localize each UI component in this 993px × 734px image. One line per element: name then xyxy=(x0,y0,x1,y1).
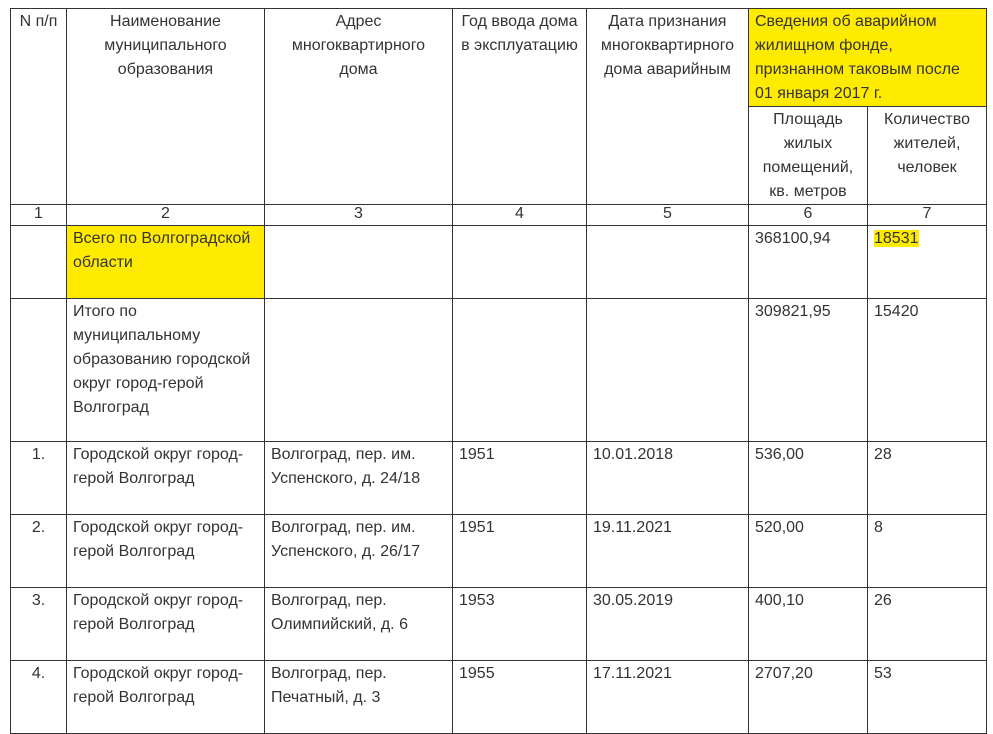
summary-municipality-area: 309821,95 xyxy=(749,299,868,442)
summary-cell-empty xyxy=(453,226,587,299)
table-row xyxy=(11,442,987,515)
row-address: Волгоград, пер. Печатный, д. 3 xyxy=(265,661,453,734)
row-number: 3. xyxy=(11,588,67,661)
summary-cell-empty xyxy=(265,226,453,299)
row-number: 1. xyxy=(11,442,67,515)
row-year: 1951 xyxy=(453,442,587,515)
row-address: Волгоград, пер. Олимпийский, д. 6 xyxy=(265,588,453,661)
header-col-address: Адрес многоквартирного дома xyxy=(265,9,453,205)
header-col-date: Дата признания многоквартирного дома аварийным xyxy=(587,9,749,205)
row-area: 400,10 xyxy=(749,588,868,661)
header-group-emergency-stock: Сведения об аварийном жилищном фонде, признанном таковым после 01 января 2017 г. xyxy=(749,9,987,107)
summary-region-residents-cell xyxy=(868,226,987,299)
row-residents: 53 xyxy=(868,661,987,734)
column-index: 1 xyxy=(11,205,67,226)
summary-municipality-residents: 15420 xyxy=(868,299,987,442)
column-index: 5 xyxy=(587,205,749,226)
header-row xyxy=(11,9,987,107)
row-municipality: Городской округ город-герой Волгоград xyxy=(67,588,265,661)
row-area: 536,00 xyxy=(749,442,868,515)
summary-cell-empty xyxy=(11,226,67,299)
header-col-number: N п/п xyxy=(11,9,67,205)
row-residents: 8 xyxy=(868,515,987,588)
summary-cell-empty xyxy=(587,226,749,299)
column-index: 7 xyxy=(868,205,987,226)
summary-cell-empty xyxy=(453,299,587,442)
header-col-area: Площадь жилых помещений, кв. метров xyxy=(749,107,868,205)
row-area: 2707,20 xyxy=(749,661,868,734)
header-col-residents: Количество жителей, человек xyxy=(868,107,987,205)
summary-municipality-name: Итого по муниципальному образованию городской округ город-герой Волгоград xyxy=(67,299,265,442)
summary-cell-empty xyxy=(587,299,749,442)
row-residents: 28 xyxy=(868,442,987,515)
summary-region-residents: 18531 xyxy=(874,230,919,247)
column-index: 4 xyxy=(453,205,587,226)
summary-row-region xyxy=(11,226,987,299)
row-number: 4. xyxy=(11,661,67,734)
summary-cell-empty xyxy=(265,299,453,442)
row-date: 17.11.2021 xyxy=(587,661,749,734)
summary-region-name: Всего по Волгоградской области xyxy=(67,226,265,299)
row-address: Волгоград, пер. им. Успенского, д. 24/18 xyxy=(265,442,453,515)
column-index-row xyxy=(11,205,987,226)
row-year: 1955 xyxy=(453,661,587,734)
table-row xyxy=(11,661,987,734)
header-col-municipality: Наименование муниципального образования xyxy=(67,9,265,205)
header-col-year: Год ввода дома в эксплуатацию xyxy=(453,9,587,205)
table-row xyxy=(11,515,987,588)
column-index: 6 xyxy=(749,205,868,226)
summary-region-area: 368100,94 xyxy=(749,226,868,299)
summary-cell-empty xyxy=(11,299,67,442)
column-index: 3 xyxy=(265,205,453,226)
row-municipality: Городской округ город-герой Волгоград xyxy=(67,515,265,588)
table-row xyxy=(11,588,987,661)
row-date: 10.01.2018 xyxy=(587,442,749,515)
column-index: 2 xyxy=(67,205,265,226)
row-municipality: Городской округ город-герой Волгоград xyxy=(67,661,265,734)
emergency-housing-table xyxy=(10,8,987,734)
row-date: 19.11.2021 xyxy=(587,515,749,588)
row-year: 1953 xyxy=(453,588,587,661)
summary-row-municipality xyxy=(11,299,987,442)
row-residents: 26 xyxy=(868,588,987,661)
row-area: 520,00 xyxy=(749,515,868,588)
row-year: 1951 xyxy=(453,515,587,588)
row-address: Волгоград, пер. им. Успенского, д. 26/17 xyxy=(265,515,453,588)
row-municipality: Городской округ город-герой Волгоград xyxy=(67,442,265,515)
row-number: 2. xyxy=(11,515,67,588)
row-date: 30.05.2019 xyxy=(587,588,749,661)
